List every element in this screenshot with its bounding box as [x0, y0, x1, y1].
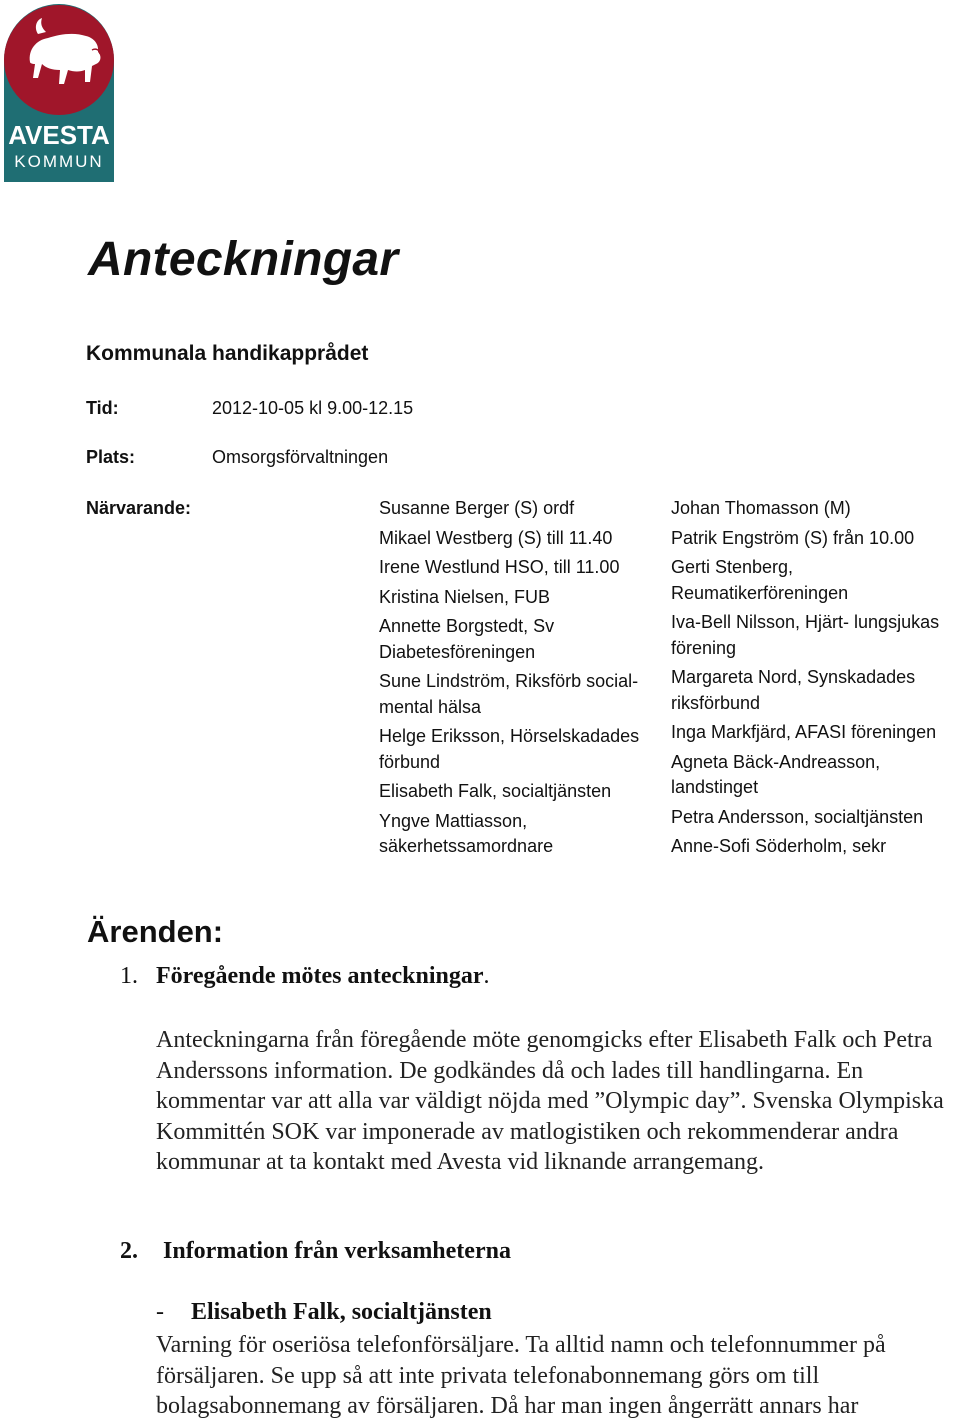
time-label: Tid: [86, 398, 119, 418]
attendee: Anne-Sofi Söderholm, sekr [671, 836, 887, 856]
item-number: 1. [120, 963, 138, 989]
place-label: Plats: [86, 447, 136, 467]
item-title [156, 963, 490, 990]
attendee: Kristina Nielsen, FUB [379, 586, 551, 607]
attendee: Inga Markfjärd, AFASI föreningen [671, 722, 937, 742]
item-body: Anteckningarna från föregående möte genomgicks efter Elisabeth Falk och Petra Anderssons information. De godkändes då och lades till handlingarna. En kommentar var att alla var väldigt nöjda med ”Olympic day”. Svenska Olympiska Kommittén SOK var imponerade av matlogistiken och rekommenderar andra kommunar at ta kontakt med Avesta vid liknande arrangemang. [156, 1027, 944, 1175]
attendee: Mikael Westberg (S) till 11.40 [379, 527, 613, 548]
attendee: Petra Andersson, socialtjänsten [671, 806, 924, 827]
attendee: Helge Eriksson, Hörselskadades förbund [379, 726, 640, 772]
attendee: Sune Lindström, Riksförb social-mental hälsa [379, 671, 639, 717]
attendees-left-column [379, 496, 669, 864]
item-title-text: Föregående mötes anteckningar [156, 963, 484, 989]
attendee: Agneta Bäck-Andreasson, landstinget [671, 751, 881, 797]
attendees-label: Närvarande: [86, 498, 192, 518]
attendee: Elisabeth Falk, socialtjänsten [379, 781, 612, 801]
attendee: Susanne Berger (S) ordf [379, 498, 575, 518]
sub-item-dash: - [156, 1299, 164, 1325]
attendee: Annette Borgstedt, Sv Diabetesföreningen [379, 616, 555, 662]
errands-heading: Ärenden: [87, 914, 224, 949]
avesta-kommun-logo [4, 4, 114, 182]
attendees-right-column [671, 496, 960, 864]
item-title-suffix: . [483, 963, 490, 989]
attendee: Margareta Nord, Synskadades riksförbund [671, 667, 916, 713]
logo-text-kommun: KOMMUN [14, 152, 104, 171]
attendee: Gerti Stenberg, Reumatikerföreningen [671, 557, 849, 603]
attendee: Johan Thomasson (M) [671, 498, 851, 518]
logo-text-avesta: AVESTA [8, 120, 110, 150]
time-value: 2012-10-05 kl 9.00-12.15 [212, 398, 414, 418]
organization-heading: Kommunala handikapprådet [86, 342, 369, 365]
item-number: 2. [120, 1238, 138, 1264]
sub-item-body: Varning för oseriösa telefonförsäljare. Ta alltid namn och telefonnummer på försäljaren. Se upp så att inte privata telefonabonnemang görs om till bolagsabonnemang av försäljaren. Då har man ingen ångerrätt annars har [156, 1332, 886, 1419]
item-title: Information från verksamheterna [163, 1238, 511, 1264]
attendee: Irene Westlund HSO, till 11.00 [379, 557, 620, 577]
document-title: Anteckningar [88, 233, 399, 286]
place-value: Omsorgsförvaltningen [212, 447, 389, 467]
attendee: Iva-Bell Nilsson, Hjärt- lungsjukas förening [671, 612, 940, 658]
sub-item-title: Elisabeth Falk, socialtjänsten [191, 1299, 492, 1325]
attendee: Yngve Mattiasson, säkerhetssamordnare [379, 810, 554, 856]
bison-emblem-icon [4, 4, 114, 182]
attendee: Patrik Engström (S) från 10.00 [671, 527, 915, 548]
